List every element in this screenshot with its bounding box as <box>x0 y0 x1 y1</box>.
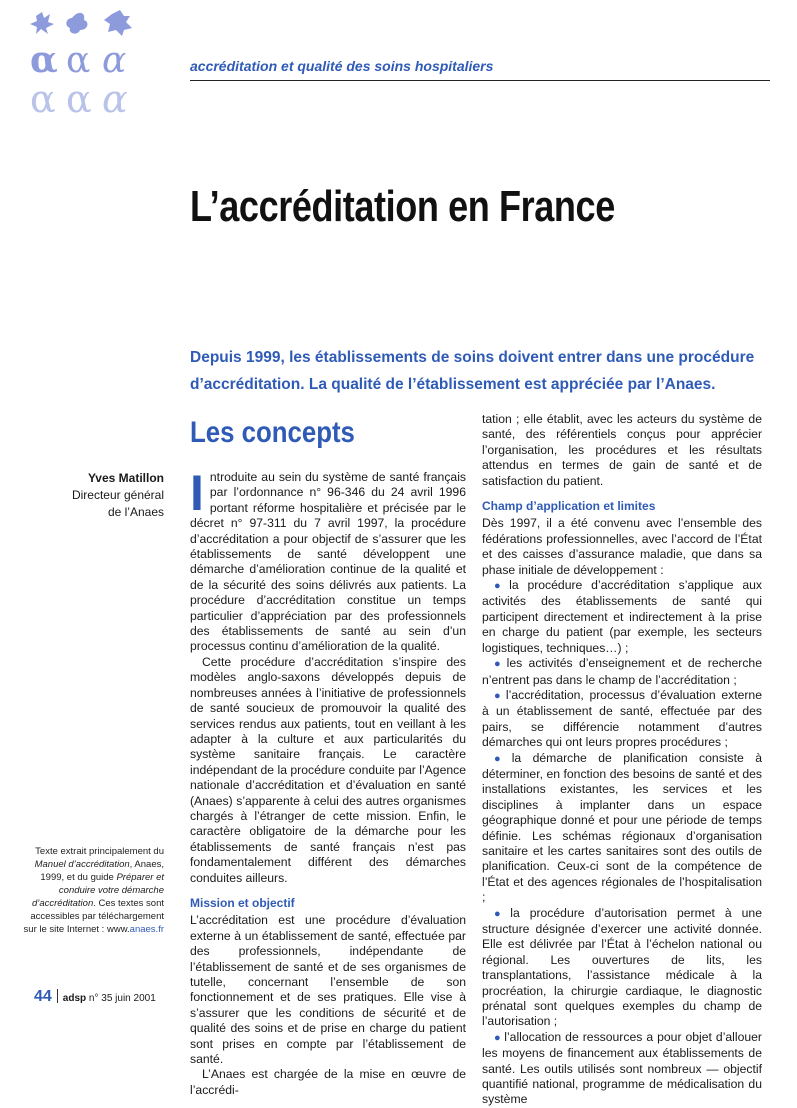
svg-text:α: α <box>66 77 92 118</box>
lead-paragraph: Depuis 1999, les établissements de soins doivent entrer dans une procédure d’accréditation. La qualité de l’établissement est appréciée par l’Anaes. <box>190 349 755 393</box>
paragraph-anaes: L’Anaes est chargée de la mise en œuvre de l’accrédi- <box>190 1067 466 1097</box>
source-note-manual-title: Manuel d’accréditation <box>34 859 130 870</box>
svg-text:α: α <box>66 40 91 81</box>
page-footer <box>34 988 156 1006</box>
adsp-logo <box>28 8 138 118</box>
magazine-name: adsp <box>62 993 87 1004</box>
bullet-icon: ● <box>494 580 507 593</box>
logo-splash-shapes <box>30 10 132 36</box>
author-role-line2: de l’Anaes <box>107 505 164 519</box>
bullet-icon: ● <box>494 907 508 920</box>
author-role-line1: Directeur général <box>71 488 164 502</box>
list-item: ● la procédure d’accréditation s’applique aux activités des établissements de santé qui participent directement et indirectement à la prise en charge du patient (par exemple, les secteurs logistiques, techniques…) ; <box>482 578 762 655</box>
list-item: ● la procédure d’autorisation permet à une structure désignée d’exercer une activité donnée. Elle est délivrée par l’État à l’échelon national ou régional. Les ouvertures de lits, les transplantations, l’assistance médicale à la procréation, la chirurgie cardiaque, le diagnostic prénatal sont quelques exemples du champ de l’autorisation ; <box>482 905 762 1029</box>
section-header: accréditation et qualité des soins hospitaliers <box>190 58 494 74</box>
svg-text:α: α <box>102 40 127 81</box>
header-rule <box>190 80 770 81</box>
text-column-2 <box>482 412 762 1108</box>
author-name: Yves Matillon <box>87 471 164 485</box>
source-note <box>20 845 164 936</box>
page-number: 44 <box>34 988 52 1005</box>
subheading-mission: Mission et objectif <box>190 895 295 910</box>
paragraph-continuation: tation ; elle établit, avec les acteurs du système de santé, des référentiels conçus pour apprécier l’organisation, les procédures et les résultats attendus en termes de gain de santé et de satisfaction du patient. <box>482 412 762 488</box>
paragraph-mission: L’accréditation est une procédure d’évaluation externe à un établissement de santé, effectuée par des professionnels, indépendante de l’établissement de santé et de ses organismes de tutelle, concernant l’ensemble de son fonctionnement et de ses pratiques. Elle vise à s’assurer que les conditions de sécurité et de qualité des soins et de prise en charge du patient sont prises en compte par l’établissement de santé. <box>190 913 466 1067</box>
bullet-icon: ● <box>494 1031 502 1044</box>
logo-alpha-row-mid <box>30 39 126 81</box>
issue-info: n° 35 juin 2001 <box>86 993 156 1004</box>
list-item: ● la démarche de planification consiste à déterminer, en fonction des besoins de santé et des installations existantes, les services et les disciplines à implanter dans un espace géographique donné et pour une période de temps définie. Les schémas régionaux d’organisation sanitaire et les cartes sanitaires sont des outils de planification. Ceux-ci sont de la compétence de l’État et des agences régionales de l’hospitalisation ; <box>482 750 762 905</box>
source-note-text-2: , Anaes, 1999, et du guide <box>40 859 164 883</box>
svg-text:α: α <box>102 77 128 118</box>
footer-divider <box>57 989 58 1003</box>
subheading-scope: Champ d’application et limites <box>482 499 656 514</box>
paragraph-intro <box>190 465 466 655</box>
source-note-text-1: Texte extrait principalement du <box>35 846 164 857</box>
paragraph-models: Cette procédure d’accréditation s’inspire des modèles anglo-saxons développés depuis de nombreuses années à l’initiative de professionnels de santé soucieux de promouvoir la qualité des services rendus aux patients, tout en veillant à les adapter à la culture et aux particularités du système sanitaire français. Le caractère indépendant de la procédure conduite par l’Agence nationale d’accréditation et d’évaluation en santé (Anaes) s’apparente à celui des autres organismes chargés à l’étranger de cette mission. Enfin, le caractère obligatoire de la démarche pour les établissements de santé français n’est pas fondamentalement différent des démarches conduites ailleurs. <box>190 654 466 885</box>
author-block <box>20 470 164 521</box>
list-item: ● l’allocation de ressources a pour objet d’allouer les moyens de financement aux établissements de santé. Les outils utilisés sont nombreux — objectif quantifié national, programme de médicalisation du système <box>482 1029 762 1107</box>
drop-cap: I <box>190 465 204 521</box>
bullet-icon: ● <box>494 689 503 702</box>
bullet-icon: ● <box>494 658 504 671</box>
source-note-guide-title: Préparer et conduire votre démarche d’accréditation <box>31 872 164 909</box>
source-note-text-3: . Ces textes sont accessibles par téléchargement sur le site Internet : <box>23 898 164 935</box>
paragraph-scope: Dès 1997, il a été convenu avec l’ensemble des fédérations professionnelles, avec l’accord de l’État et des caisses d’assurance maladie, que dans sa phase initiale de développement : <box>482 516 762 577</box>
list-item: ● les activités d’enseignement et de recherche n’entrent pas dans le champ de l’accréditation ; <box>482 656 762 687</box>
list-item: ● l’accréditation, processus d’évaluation externe à un établissement de santé, effectuée par des pairs, se différencie notamment d’autres démarches qui ont leurs propres procédures ; <box>482 687 762 750</box>
bullet-icon: ● <box>494 752 509 765</box>
section-heading-concepts: Les concepts <box>190 416 355 449</box>
paragraph-intro-text: ntroduite au sein du système de santé français par l’ordonnance n° 96-346 du 24 avril 1996 portant réforme hospitalière et précisée par le décret n° 97-311 du 7 avril 1997, la procédure d’accréditation a pour objectif de s’assurer que les établissements de santé développent une démarche d’amélioration continue de la qualité et de la sécurité des soins délivrés aux patients. La procédure d’accréditation constitue un temps particulier d’appréciation par des professionnels des établissements de santé au sein d’un processus continu d’amélioration de la qualité. <box>190 470 466 654</box>
anaes-website-link[interactable]: anaes.fr <box>129 924 164 935</box>
article-title: L’accréditation en France <box>190 182 615 231</box>
svg-text:α: α <box>30 77 56 118</box>
svg-text:α: α <box>30 39 58 81</box>
source-note-site-prefix: www. <box>106 924 130 935</box>
text-column-1 <box>190 465 466 1098</box>
logo-alpha-row-bottom <box>30 77 128 118</box>
